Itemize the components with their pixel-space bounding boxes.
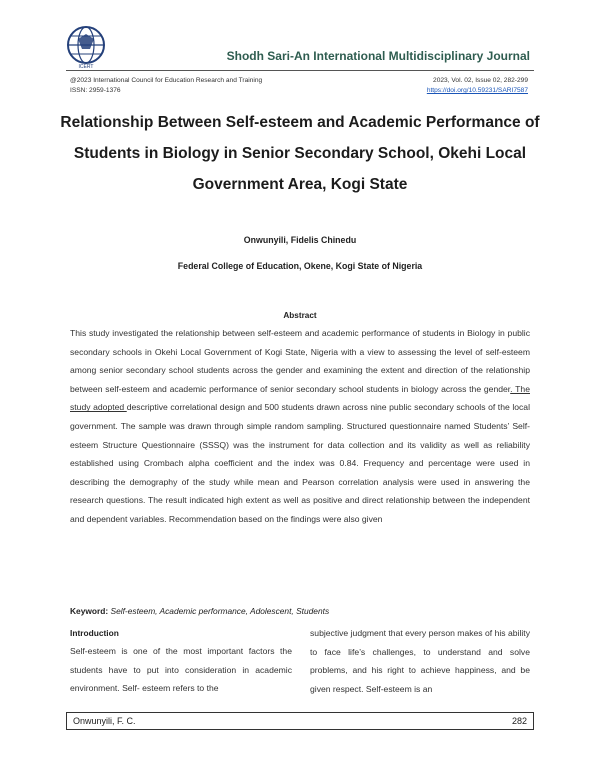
introduction-text-left: Self-esteem is one of the most important factors the students have to put into consideration in academic environment. Self- esteem refers to the: [70, 646, 292, 694]
body-column-left: [70, 624, 292, 698]
keywords-label: Keyword:: [70, 606, 109, 616]
doi-link[interactable]: https://doi.org/10.59231/SARI7587: [426, 87, 528, 94]
volume-line: 2023, Vol. 02, Issue 02, 282-299: [433, 77, 528, 84]
globe-logo-icon: [66, 25, 106, 65]
logo-caption: ICERT: [78, 64, 94, 70]
journal-logo: [66, 25, 106, 65]
article-title: Relationship Between Self-esteem and Academic Performance of Students in Biology in Senior Secondary School, Okehi Local Government Area, Kogi State: [60, 114, 540, 193]
author-name: Onwunyili, Fidelis Chinedu: [243, 235, 357, 245]
introduction-text-right: subjective judgment that every person makes of his ability to face life’s challenges, to understand and solve problems, and his right to achieve happiness, and be given respect. Self-esteem is an: [310, 628, 530, 694]
page-footer: [66, 712, 534, 730]
keywords-list: Self-esteem, Academic performance, Adolescent, Students: [108, 606, 330, 616]
keywords: [70, 606, 329, 616]
issn-line: ISSN: 2959-1376: [70, 87, 121, 94]
page-number: 282: [511, 716, 527, 726]
abstract-text-underlined: . The study adopted: [70, 383, 530, 413]
publication-info-right: [427, 76, 528, 96]
publication-info-left: [70, 76, 262, 96]
abstract-heading: Abstract: [283, 311, 317, 320]
footer-author: Onwunyili, F. C.: [73, 716, 136, 726]
abstract-text: [70, 324, 530, 529]
header-divider: [66, 70, 534, 71]
introduction-heading: Introduction: [70, 628, 119, 638]
journal-title: Shodh Sari-An International Multidisciplinary Journal: [226, 49, 530, 63]
copyright-line: @2023 International Council for Education Research and Training: [70, 77, 263, 84]
abstract-text-part-2: descriptive correlational design and 500 students drawn across nine public secondary schools of the local government. The sample was drawn through simple random sampling. Structured questionnaire named Students’ Self-esteem Structure Questionnaire (SSSQ) was the instrument for data collection and its validity as well as reliability established using Crombach alpha coefficient and the index was 0.84. Frequency and percentage were used in describing the demography of the study while mean and Pearson correlation analysis were used in answering the research questions. The result indicated high extent as well as positive and direct relationship between the independent and dependent variables. Recommendation based on the findings were also given: [70, 402, 530, 524]
author-affiliation: Federal College of Education, Okene, Kogi State of Nigeria: [177, 261, 423, 271]
body-column-right: [310, 624, 530, 698]
abstract-text-part-1: This study investigated the relationship between self-esteem and academic performance of students in Biology in public secondary schools in Okehi Local Government of Kogi State, Nigeria with a view to assessing the level of self-esteem among senior secondary school students across the gender and examining the extent and direction of the relationship between self-esteem and academic performance of senior secondary school students in biology across the gender: [70, 328, 530, 394]
